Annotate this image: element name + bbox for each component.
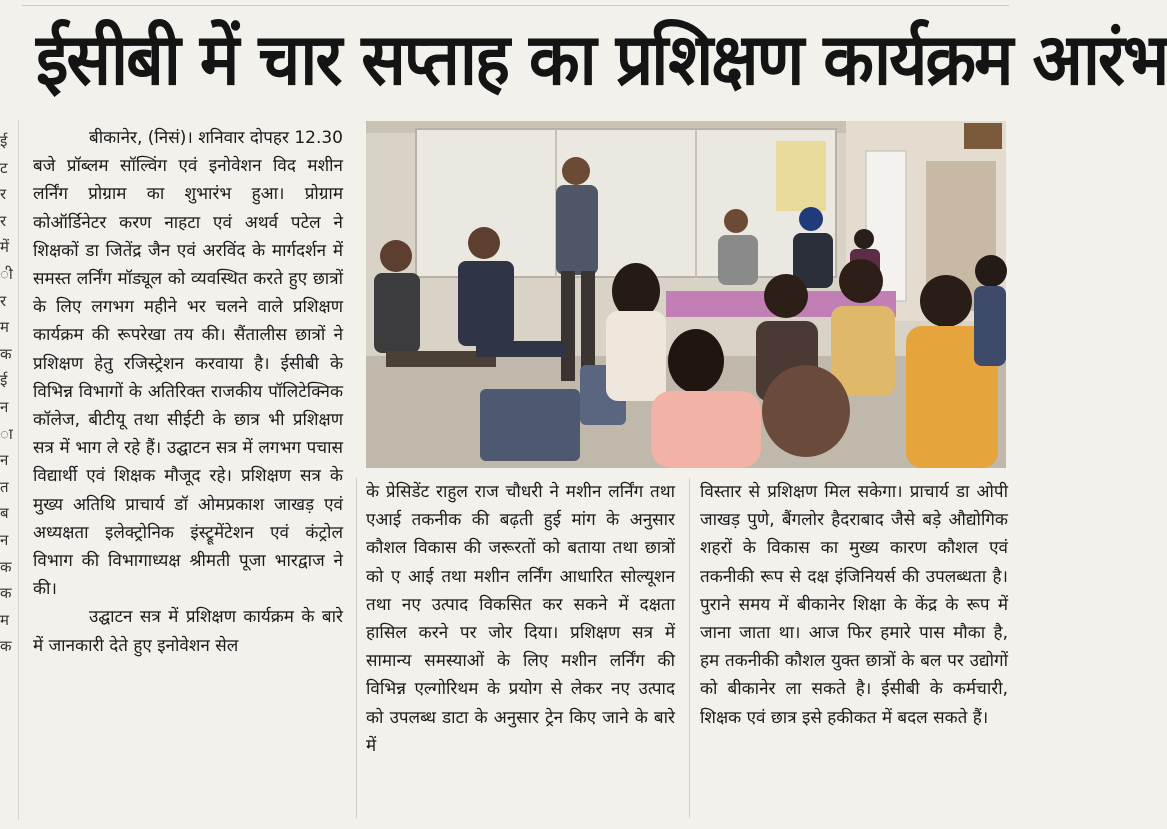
article-paragraph-4: विस्तार से प्रशिक्षण मिल सकेगा। प्राचार्य डा ओपी जाखड़ पुणे, बैंगलोर हैदराबाद जैसे बड़े औद्योगिक शहरों के विकास का मुख्य कारण कौशल एवं तकनीकी रूप से दक्ष इंजिनियर्स की उपलब्धता है। पुराने समय में बीकानेर शिक्षा के केंद्र के रूप में जाना जाता था। आज फिर हमारे पास मौका है, हम तकनीकी कौशल युक्त छात्रों के बल पर उद्योगों को बीकानेर ला सकते है। ईसीबी के कर्मचारी, शिक्षक एवं छात्र इसे हकीकत में बदल सकते हैं। <box>700 482 1008 728</box>
previous-column-fragment <box>0 128 16 660</box>
edge-fragment-char: र <box>0 211 7 230</box>
edge-fragment-char: ई <box>0 132 8 150</box>
edge-fragment-char: म <box>0 318 9 337</box>
edge-fragment-char: न <box>0 530 9 549</box>
classroom-photo-illustration <box>366 121 1006 468</box>
edge-fragment-char: न <box>0 397 9 416</box>
article-paragraph-2: उद्घाटन सत्र में प्रशिक्षण कार्यक्रम के बारे में जानकारी देते हुए इनोवेशन सेल <box>33 607 343 656</box>
edge-fragment-char: ट <box>0 158 8 177</box>
article-column-3 <box>700 478 1008 732</box>
left-column-rule <box>18 120 19 820</box>
edge-fragment-char: म <box>0 610 9 629</box>
edge-fragment-char: क <box>0 637 12 656</box>
edge-fragment-char: ी <box>0 264 13 283</box>
edge-fragment-char: त <box>0 477 9 496</box>
article-column-2 <box>366 478 675 760</box>
headline: ईसीबी में चार सप्ताह का प्रशिक्षण कार्यक्रम आरंभ <box>36 17 1167 102</box>
edge-fragment-char: ई <box>0 371 8 390</box>
edge-fragment-char: न <box>0 451 9 470</box>
article-paragraph-lead: बीकानेर, (निसं)। शनिवार दोपहर 12.30 बजे प्रॉब्लम सॉल्विंग एवं इनोवेशन विद मशीन लर्निंग प्रोग्राम का शुभारंभ हुआ। प्रोग्राम कोऑर्डिनेटर करण नाहटा एवं अथर्व पटेल ने शिक्षकों डा जितेंद्र जैन एवं अरविंद के मार्गदर्शन में समस्त लर्निंग मॉड्यूल को व्यवस्थित करते हुए छात्रों के लिए लगभग महीने भर चलने वाले प्रशिक्षण कार्यक्रम की रूपरेखा तय की। सैंतालीस छात्रों ने प्रशिक्षण हेतु रजिस्ट्रेशन करवाया है। ईसीबी के विभिन्न विभागों के अतिरिक्त राजकीय पॉलिटेक्निक कॉलेज, बीटीयू तथा सीईटी के छात्र भी प्रशिक्षण सत्र में भाग ले रहे हैं। उद्घाटन सत्र में लगभग पचास विद्यार्थी एवं शिक्षक मौजूद रहे। प्रशिक्षण सत्र के मुख्य अतिथि प्राचार्य डॉ ओमप्रकाश जाखड़ एवं अध्यक्षता इलेक्ट्रोनिक इंस्ट्रूमेंटेशन एवं कंट्रोल विभाग की विभागाध्यक्ष श्रीमती पूजा भारद्वाज ने की। <box>33 128 343 600</box>
event-photo <box>366 121 1006 468</box>
edge-fragment-char: ब <box>0 504 9 523</box>
article-column-1 <box>33 124 343 660</box>
article-paragraph-3: के प्रेसिडेंट राहुल राज चौधरी ने मशीन लर्निंग तथा एआई तकनीक की बढ़ती हुई मांग के अनुसार कौशल विकास की जरूरतों को बताया तथा छात्रों को ए आई तथा मशीन लर्निंग आधारित सोल्यूशन तथा नए उत्पाद विकसित कर सकने में दक्षता हासिल करने पर जोर दिया। प्रशिक्षण सत्र में सामान्य समस्याओं के लिए मशीन लर्निंग की विभिन्न एल्गोरिथम के प्रयोग से लेकर नए उत्पाद को उपलब्ध डाटा के अनुसार ट्रेन किए जाने के बारे में <box>366 482 675 756</box>
edge-fragment-char: में <box>0 238 9 257</box>
edge-fragment-char: र <box>0 185 7 204</box>
edge-fragment-char: क <box>0 584 12 603</box>
edge-fragment-char: क <box>0 344 12 363</box>
edge-fragment-char: र <box>0 291 7 310</box>
edge-fragment-char: क <box>0 557 12 576</box>
edge-fragment-char: ा <box>0 424 13 443</box>
column-rule-2 <box>689 478 690 818</box>
column-rule-1 <box>356 478 357 818</box>
